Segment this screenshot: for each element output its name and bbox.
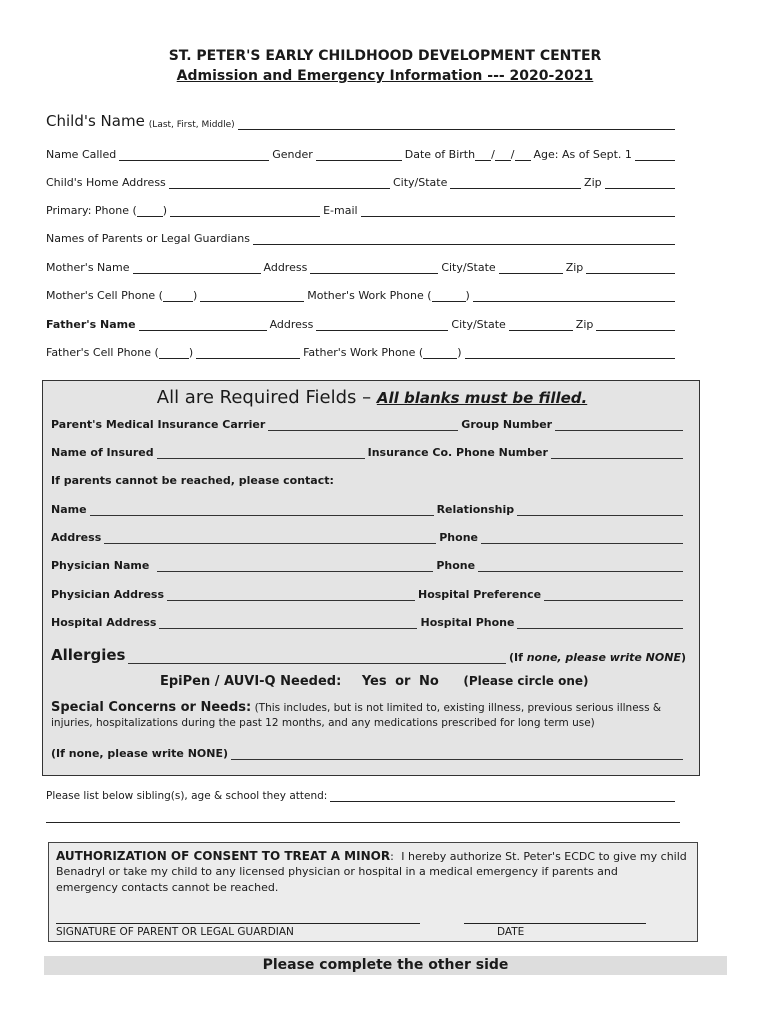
authorization-colon: :	[390, 850, 394, 863]
authorization-title: AUTHORIZATION OF CONSENT TO TREAT A MINOR	[56, 849, 391, 863]
contact-name-field[interactable]	[90, 505, 434, 516]
required-heading-text: All are Required Fields –	[156, 387, 372, 408]
relationship-field[interactable]	[517, 505, 683, 516]
allergies-label: Allergies	[51, 646, 126, 664]
home-address-label: Child's Home Address	[46, 176, 166, 189]
contact-name-label: Name	[51, 503, 87, 516]
father-work-field[interactable]	[465, 348, 675, 359]
contact-phone-label: Phone	[439, 531, 478, 544]
father-cell-area-field[interactable]	[159, 348, 189, 359]
mother-address-label: Address	[263, 261, 308, 274]
hospital-phone-field[interactable]	[517, 618, 683, 629]
dob-sep-2: /	[510, 148, 515, 161]
father-zip-field[interactable]	[596, 320, 675, 331]
father-cell-field[interactable]	[196, 348, 300, 359]
contact-note-row	[51, 474, 686, 487]
mother-cell-label: Mother's Cell Phone (	[46, 289, 163, 302]
father-name-row	[46, 318, 678, 331]
gender-field[interactable]	[316, 150, 402, 161]
authorization-text-2: Benadryl or take my child to any licensed physician or hospital in a medical emergency if parents and	[56, 865, 618, 878]
allergies-row	[51, 646, 686, 664]
mother-zip-label: Zip	[565, 261, 584, 274]
hospital-address-label: Hospital Address	[51, 616, 157, 629]
name-called-row	[46, 148, 678, 161]
contact-name-row	[51, 503, 686, 516]
dob-day-field[interactable]	[495, 150, 511, 161]
date-field[interactable]	[464, 923, 646, 924]
paren-close: )	[162, 204, 168, 217]
name-insured-field[interactable]	[157, 448, 365, 459]
father-cell-label: Father's Cell Phone (	[46, 346, 159, 359]
child-name-hint: (Last, First, Middle)	[148, 120, 235, 130]
insurance-carrier-field[interactable]	[268, 420, 458, 431]
special-concerns-label: Special Concerns or Needs:	[51, 700, 252, 715]
if-none-row	[51, 747, 686, 760]
mother-address-field[interactable]	[310, 263, 438, 274]
father-name-label: Father's Name	[46, 318, 136, 331]
name-insured-label: Name of Insured	[51, 446, 154, 459]
form-title: ST. PETER'S EARLY CHILDHOOD DEVELOPMENT CENTER	[168, 48, 602, 64]
special-concerns-note: (This includes, but is not limited to, existing illness, previous serious illness &	[254, 702, 662, 714]
allergies-note-close: )	[680, 651, 686, 664]
authorization-box	[48, 842, 698, 942]
email-label: E-mail	[323, 204, 358, 217]
date-label: DATE	[497, 926, 525, 938]
required-heading-emphasis: All blanks must be filled.	[376, 389, 588, 407]
special-concerns-note-2: injuries, hospitalizations during the past 12 months, and any medications prescribed for long term use)	[51, 717, 595, 729]
zip-label: Zip	[584, 176, 602, 189]
name-called-label: Name Called	[46, 148, 117, 161]
siblings-label: Please list below sibling(s), age & school they attend:	[46, 790, 328, 802]
father-cell-paren: )	[188, 346, 194, 359]
mother-name-label: Mother's Name	[46, 261, 130, 274]
home-address-field[interactable]	[169, 178, 390, 189]
mother-cell-area-field[interactable]	[163, 291, 193, 302]
father-zip-label: Zip	[575, 318, 594, 331]
authorization-text-3: emergency contacts cannot be reached.	[56, 881, 279, 894]
insurance-phone-label: Insurance Co. Phone Number	[367, 446, 548, 459]
mother-city-label: City/State	[441, 261, 496, 274]
father-work-paren: )	[457, 346, 462, 359]
mother-cell-field[interactable]	[200, 291, 304, 302]
primary-phone-row	[46, 204, 678, 217]
father-city-label: City/State	[451, 318, 506, 331]
mother-zip-field[interactable]	[586, 263, 675, 274]
child-name-row	[46, 112, 678, 130]
if-none-label: (If none, please write NONE)	[51, 747, 228, 760]
mother-name-field[interactable]	[133, 263, 261, 274]
siblings-row	[46, 790, 678, 802]
dob-label: Date of Birth	[404, 148, 476, 161]
name-called-field[interactable]	[119, 150, 269, 161]
group-number-label: Group Number	[461, 418, 553, 431]
allergies-field[interactable]	[128, 653, 506, 664]
special-concerns-field[interactable]	[231, 749, 683, 760]
mother-work-area-field[interactable]	[432, 291, 466, 302]
mother-name-row	[46, 261, 678, 274]
allergies-note-open: (If	[508, 651, 527, 664]
physician-name-label: Physician Name	[51, 559, 150, 572]
age-label: Age: As of Sept. 1	[533, 148, 632, 161]
hospital-address-row	[51, 616, 686, 629]
mother-cell-paren: )	[192, 289, 198, 302]
hospital-phone-label: Hospital Phone	[420, 616, 515, 629]
mother-phone-row	[46, 289, 678, 302]
hospital-pref-label: Hospital Preference	[418, 588, 542, 601]
child-name-field[interactable]	[238, 119, 675, 130]
physician-name-field[interactable]	[157, 561, 433, 572]
epipen-row	[160, 674, 589, 689]
signature-field[interactable]	[56, 923, 420, 924]
hospital-pref-field[interactable]	[544, 590, 683, 601]
contact-note: If parents cannot be reached, please contact:	[51, 474, 334, 487]
contact-address-row	[51, 531, 686, 544]
primary-phone-label: Primary: Phone (	[46, 204, 137, 217]
physician-address-field[interactable]	[167, 590, 415, 601]
child-name-label: Child's Name	[46, 112, 145, 130]
dob-sep-1: /	[491, 148, 495, 161]
insured-row	[51, 446, 686, 459]
father-phone-row	[46, 346, 678, 359]
physician-address-label: Physician Address	[51, 588, 164, 601]
siblings-field-2[interactable]	[46, 822, 680, 823]
father-work-area-field[interactable]	[423, 348, 457, 359]
physician-phone-label: Phone	[436, 559, 476, 572]
mother-work-label: Mother's Work Phone (	[307, 289, 432, 302]
mother-city-field[interactable]	[499, 263, 563, 274]
mother-work-field[interactable]	[473, 291, 675, 302]
primary-phone-area-field[interactable]	[137, 206, 163, 217]
mother-work-paren: )	[465, 289, 470, 302]
epipen-label: EpiPen / AUVI-Q Needed:	[160, 674, 342, 689]
authorization-line-1	[56, 849, 687, 863]
city-state-label: City/State	[392, 176, 448, 189]
primary-phone-field[interactable]	[170, 206, 320, 217]
physician-name-row	[51, 559, 686, 572]
email-field[interactable]	[361, 206, 675, 217]
father-city-field[interactable]	[509, 320, 573, 331]
father-name-field[interactable]	[139, 320, 267, 331]
signature-label: SIGNATURE OF PARENT OR LEGAL GUARDIAN	[56, 926, 294, 938]
relationship-label: Relationship	[436, 503, 515, 516]
parents-field[interactable]	[253, 234, 675, 245]
siblings-field[interactable]	[330, 791, 675, 802]
insurance-carrier-row	[51, 418, 686, 431]
father-address-label: Address	[269, 318, 314, 331]
epipen-no[interactable]: No	[419, 674, 439, 689]
father-work-label: Father's Work Phone (	[303, 346, 424, 359]
physician-phone-field[interactable]	[478, 561, 683, 572]
authorization-text-1: I hereby authorize St. Peter's ECDC to give my child	[401, 850, 687, 863]
age-field[interactable]	[635, 150, 675, 161]
epipen-circle-note: (Please circle one)	[463, 674, 589, 688]
home-address-row	[46, 176, 678, 189]
group-number-field[interactable]	[555, 420, 683, 431]
parents-row	[46, 232, 678, 245]
dob-year-field[interactable]	[515, 150, 531, 161]
allergies-note-italic: none, please write NONE	[526, 651, 681, 664]
contact-phone-field[interactable]	[481, 533, 683, 544]
insurance-carrier-label: Parent's Medical Insurance Carrier	[51, 418, 266, 431]
contact-address-field[interactable]	[104, 533, 436, 544]
parents-label: Names of Parents or Legal Guardians	[46, 232, 250, 245]
form-subtitle: Admission and Emergency Information --- 2020-2021	[176, 68, 594, 84]
zip-field[interactable]	[605, 178, 675, 189]
epipen-yes[interactable]: Yes	[361, 674, 387, 689]
physician-address-row	[51, 588, 686, 601]
contact-address-label: Address	[51, 531, 102, 544]
epipen-or: or	[395, 674, 411, 689]
special-concerns	[51, 700, 691, 715]
required-heading	[43, 387, 701, 408]
hospital-address-field[interactable]	[159, 618, 417, 629]
allergies-note	[509, 651, 686, 664]
footer-note: Please complete the other side	[44, 956, 727, 975]
gender-label: Gender	[272, 148, 313, 161]
insurance-phone-field[interactable]	[551, 448, 683, 459]
father-address-field[interactable]	[316, 320, 448, 331]
city-state-field[interactable]	[450, 178, 581, 189]
dob-month-field[interactable]	[475, 150, 491, 161]
